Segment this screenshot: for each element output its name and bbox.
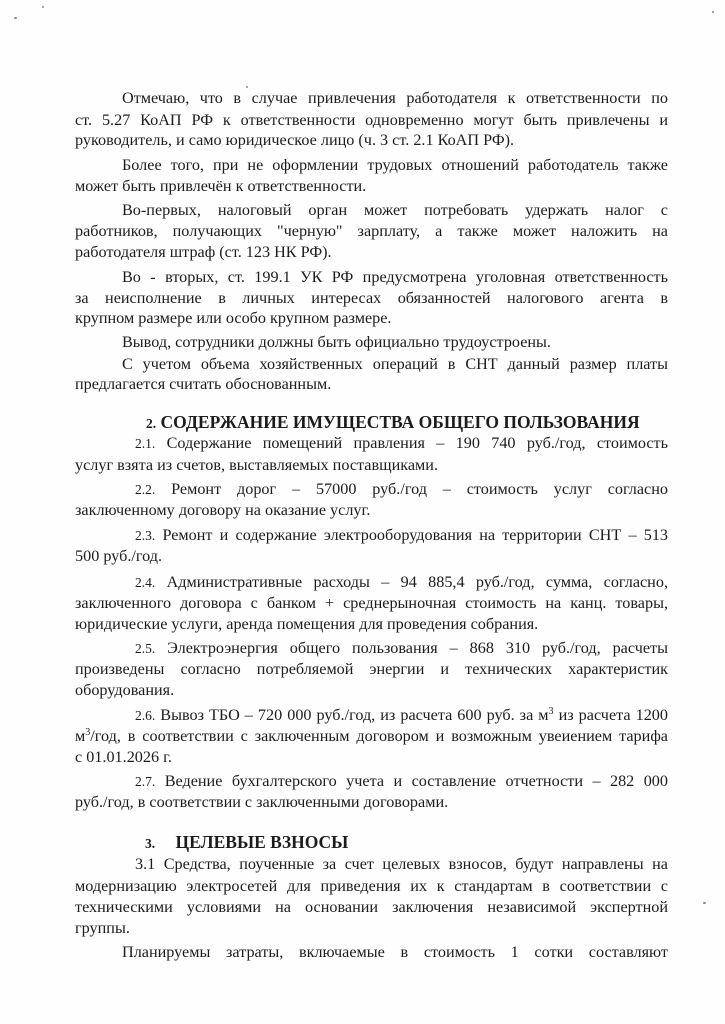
list-item-line: юридические услуги, аренда помещения для проведения собрания. [75, 615, 539, 634]
list-item-line [75, 726, 668, 746]
paragraph-line: работодателя штраф (ст. 123 НК РФ). [75, 243, 332, 262]
list-item-line: оборудования. [75, 681, 175, 700]
section-heading [145, 831, 348, 855]
paragraph-line: Отмечаю, что в случае привлечения работодателя к ответственности по [122, 89, 668, 107]
list-item-line: произведены согласно потребляемой энергии и технических характеристик [75, 660, 668, 679]
item-text: Электроэнергия общего пользования – 868 310 руб./год, расчеты [167, 639, 669, 658]
section-title: ЦЕЛЕВЫЕ ВЗНОСЫ [175, 831, 349, 852]
paragraph-line: предлагается считать обоснованным. [75, 375, 332, 394]
list-item-line: услуг взята из счетов, выставляемых поставщиками. [75, 455, 438, 474]
list-item-line: руб./год, в соответствии с заключенными договорами. [75, 793, 449, 812]
item-text: Ведение бухгалтерского учета и составление отчетности – 282 000 [164, 772, 668, 791]
scan-speck [703, 902, 706, 904]
item-number: 2.5. [135, 641, 156, 657]
paragraph-line: Вывод, сотрудники должны быть официально трудоустроены. [122, 333, 551, 352]
item-text: Ремонт дорог – 57000 руб./год – стоимость услуг согласно [171, 480, 669, 499]
item-text: м [75, 727, 86, 746]
list-item-line [135, 771, 668, 792]
scan-speck [14, 17, 17, 19]
list-item-line: заключенного договора с банком + среднерыночная стоимость на канц. товары, [75, 594, 668, 613]
item-number: 2.4. [135, 575, 156, 591]
paragraph-line: 3.1 Средства, поученные за счет целевых взносов, будут направлены на [135, 854, 668, 873]
scan-speck [42, 6, 44, 8]
list-item-line [135, 572, 668, 593]
superscript: 3 [548, 706, 554, 718]
superscript: 3 [85, 727, 91, 739]
section-title: СОДЕРЖАНИЕ ИМУЩЕСТВА ОБЩЕГО ПОЛЬЗОВАНИЯ [160, 412, 640, 433]
list-item-line: заключенному договору на оказание услуг. [75, 501, 371, 520]
paragraph-line: Планируемы затраты, включаемые в стоимость 1 сотки составляют [122, 942, 668, 961]
item-text: Административные расходы – 94 885,4 руб./год, сумма, согласно, [166, 573, 668, 592]
item-text: /год, в соответствии с заключенным договором и возможным увеиением тарифа [90, 727, 668, 746]
paragraph-line: за неисполнение в личных интересах обязанностей налогового агента в [75, 289, 668, 307]
paragraph-line: может быть привлечён к ответственности. [75, 177, 367, 196]
paragraph-line: Во - вторых, ст. 199.1 УК РФ предусмотрена уголовная ответственность [122, 267, 668, 286]
paragraph-line: работников, получающих "черную" зарплату, а также может наложить на [75, 222, 668, 241]
item-number: 2.3. [135, 528, 156, 544]
list-item-line [135, 525, 668, 546]
list-item-line: с 01.01.2026 г. [75, 748, 172, 767]
section-number: 2. [146, 416, 157, 432]
list-item-line [135, 433, 668, 454]
item-text: Ремонт и содержание электрооборудования на территории СНТ – 513 [162, 526, 669, 545]
item-text: Содержание помещений правления – 190 740 руб./год, стоимость [166, 434, 669, 453]
paragraph-line: ст. 5.27 КоАП РФ к ответственности одновременно могут быть привлечены и [75, 111, 668, 129]
paragraph-line: крупном размере или особо крупном размере. [75, 309, 392, 328]
paragraph-line: модернизацию электросетей для приведения их к стандартам в соответствии с [75, 876, 668, 895]
item-number: 2.1. [135, 436, 156, 452]
paragraph-line: группы. [75, 918, 130, 937]
list-item-line [135, 479, 668, 500]
item-number: 2.7. [135, 774, 156, 790]
item-number: 2.2. [135, 482, 156, 498]
section-heading [146, 411, 640, 435]
list-item-line: 500 руб./год. [75, 547, 163, 566]
item-text: Вывоз ТБО – 720 000 руб./год, из расчета 600 руб. за м [160, 706, 549, 725]
item-text: из расчета 1200 [558, 706, 668, 725]
paragraph-line: техническими условиями на основании заключения независимой экспертной [75, 897, 668, 916]
paragraph-line: руководитель, и само юридическое лицо (ч. 3 ст. 2.1 КоАП РФ). [75, 131, 515, 150]
scan-speck [712, 11, 714, 13]
paragraph-line: Во-первых, налоговый орган может потребовать удержать налог с [122, 200, 668, 219]
paragraph-line: Более того, при не оформлении трудовых отношений работодатель также [122, 155, 668, 174]
list-item-line [135, 705, 668, 726]
paragraph-line: С учетом объема хозяйственных операций в СНТ данный размер платы [122, 355, 668, 374]
item-number: 2.6. [135, 708, 156, 724]
section-number: 3. [145, 835, 156, 851]
list-item-line [135, 638, 668, 659]
